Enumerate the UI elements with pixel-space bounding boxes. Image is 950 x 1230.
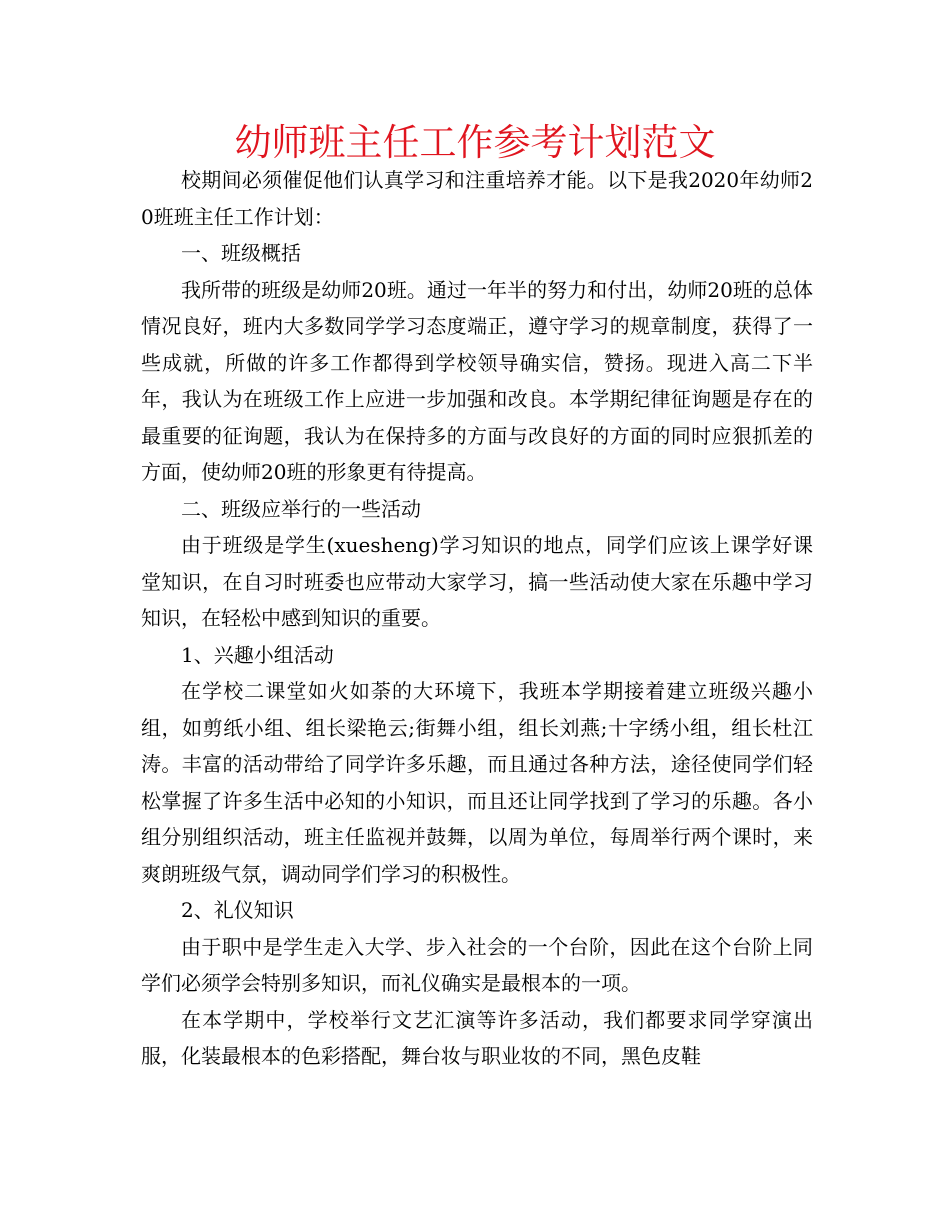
- paragraph-class-overview: 我所带的班级是幼师20班。通过一年半的努力和付出，幼师20班的总体情况良好，班内大多数同学学习态度端正，遵守学习的规章制度，获得了一些成就，所做的许多工作都得到学校领导确实信，赞扬。现进入高二下半年，我认为在班级工作上应进一步加强和改良。本学期纪律征询题是存在的最重要的征询题，我认为在保持多的方面与改良好的方面的同时应狠抓差的方面，使幼师20班的形象更有待提高。: [141, 277, 813, 484]
- paragraph-interest-groups: 在学校二课堂如火如荼的大环境下，我班本学期接着建立班级兴趣小组，如剪纸小组、组长梁艳云;街舞小组，组长刘燕;十字绣小组，组长杜江涛。丰富的活动带给了同学许多乐趣，而且通过各种方法，途径使同学们轻松掌握了许多生活中必知的小知识，而且还让同学找到了学习的乐趣。各小组分别组织活动，班主任监视并鼓舞，以周为单位，每周举行两个课时，来爽朗班级气氛，调动同学们学习的积极性。: [141, 679, 813, 886]
- paragraph-class-activities: 由于班级是学生(xuesheng)学习知识的地点，同学们应该上课学好课堂知识，在自习时班委也应带动大家学习，搞一些活动使大家在乐趣中学习知识，在轻松中感到知识的重要。: [141, 533, 813, 630]
- heading-interest-groups: 1、兴趣小组活动: [181, 642, 334, 667]
- document-title: 幼师班主任工作参考计划范文: [234, 121, 716, 164]
- document-body: [141, 162, 813, 1075]
- paragraph-etiquette-2: 在本学期中，学校举行文艺汇演等许多活动，我们都要求同学穿演出服，化装最根本的色彩搭配，舞台妆与职业妆的不同，黑色皮鞋: [141, 1007, 813, 1068]
- heading-class-activities: 二、班级应举行的一些活动: [181, 496, 421, 521]
- paragraph-intro: 校期间必须催促他们认真学习和注重培养才能。以下是我2020年幼师20班班主任工作计划：: [141, 168, 813, 229]
- heading-class-overview: 一、班级概括: [181, 241, 301, 265]
- paragraph-etiquette-1: 由于职中是学生走入大学、步入社会的一个台阶，因此在这个台阶上同学们必须学会特别多知识，而礼仪确实是最根本的一项。: [141, 934, 813, 995]
- heading-etiquette: 2、礼仪知识: [181, 898, 294, 922]
